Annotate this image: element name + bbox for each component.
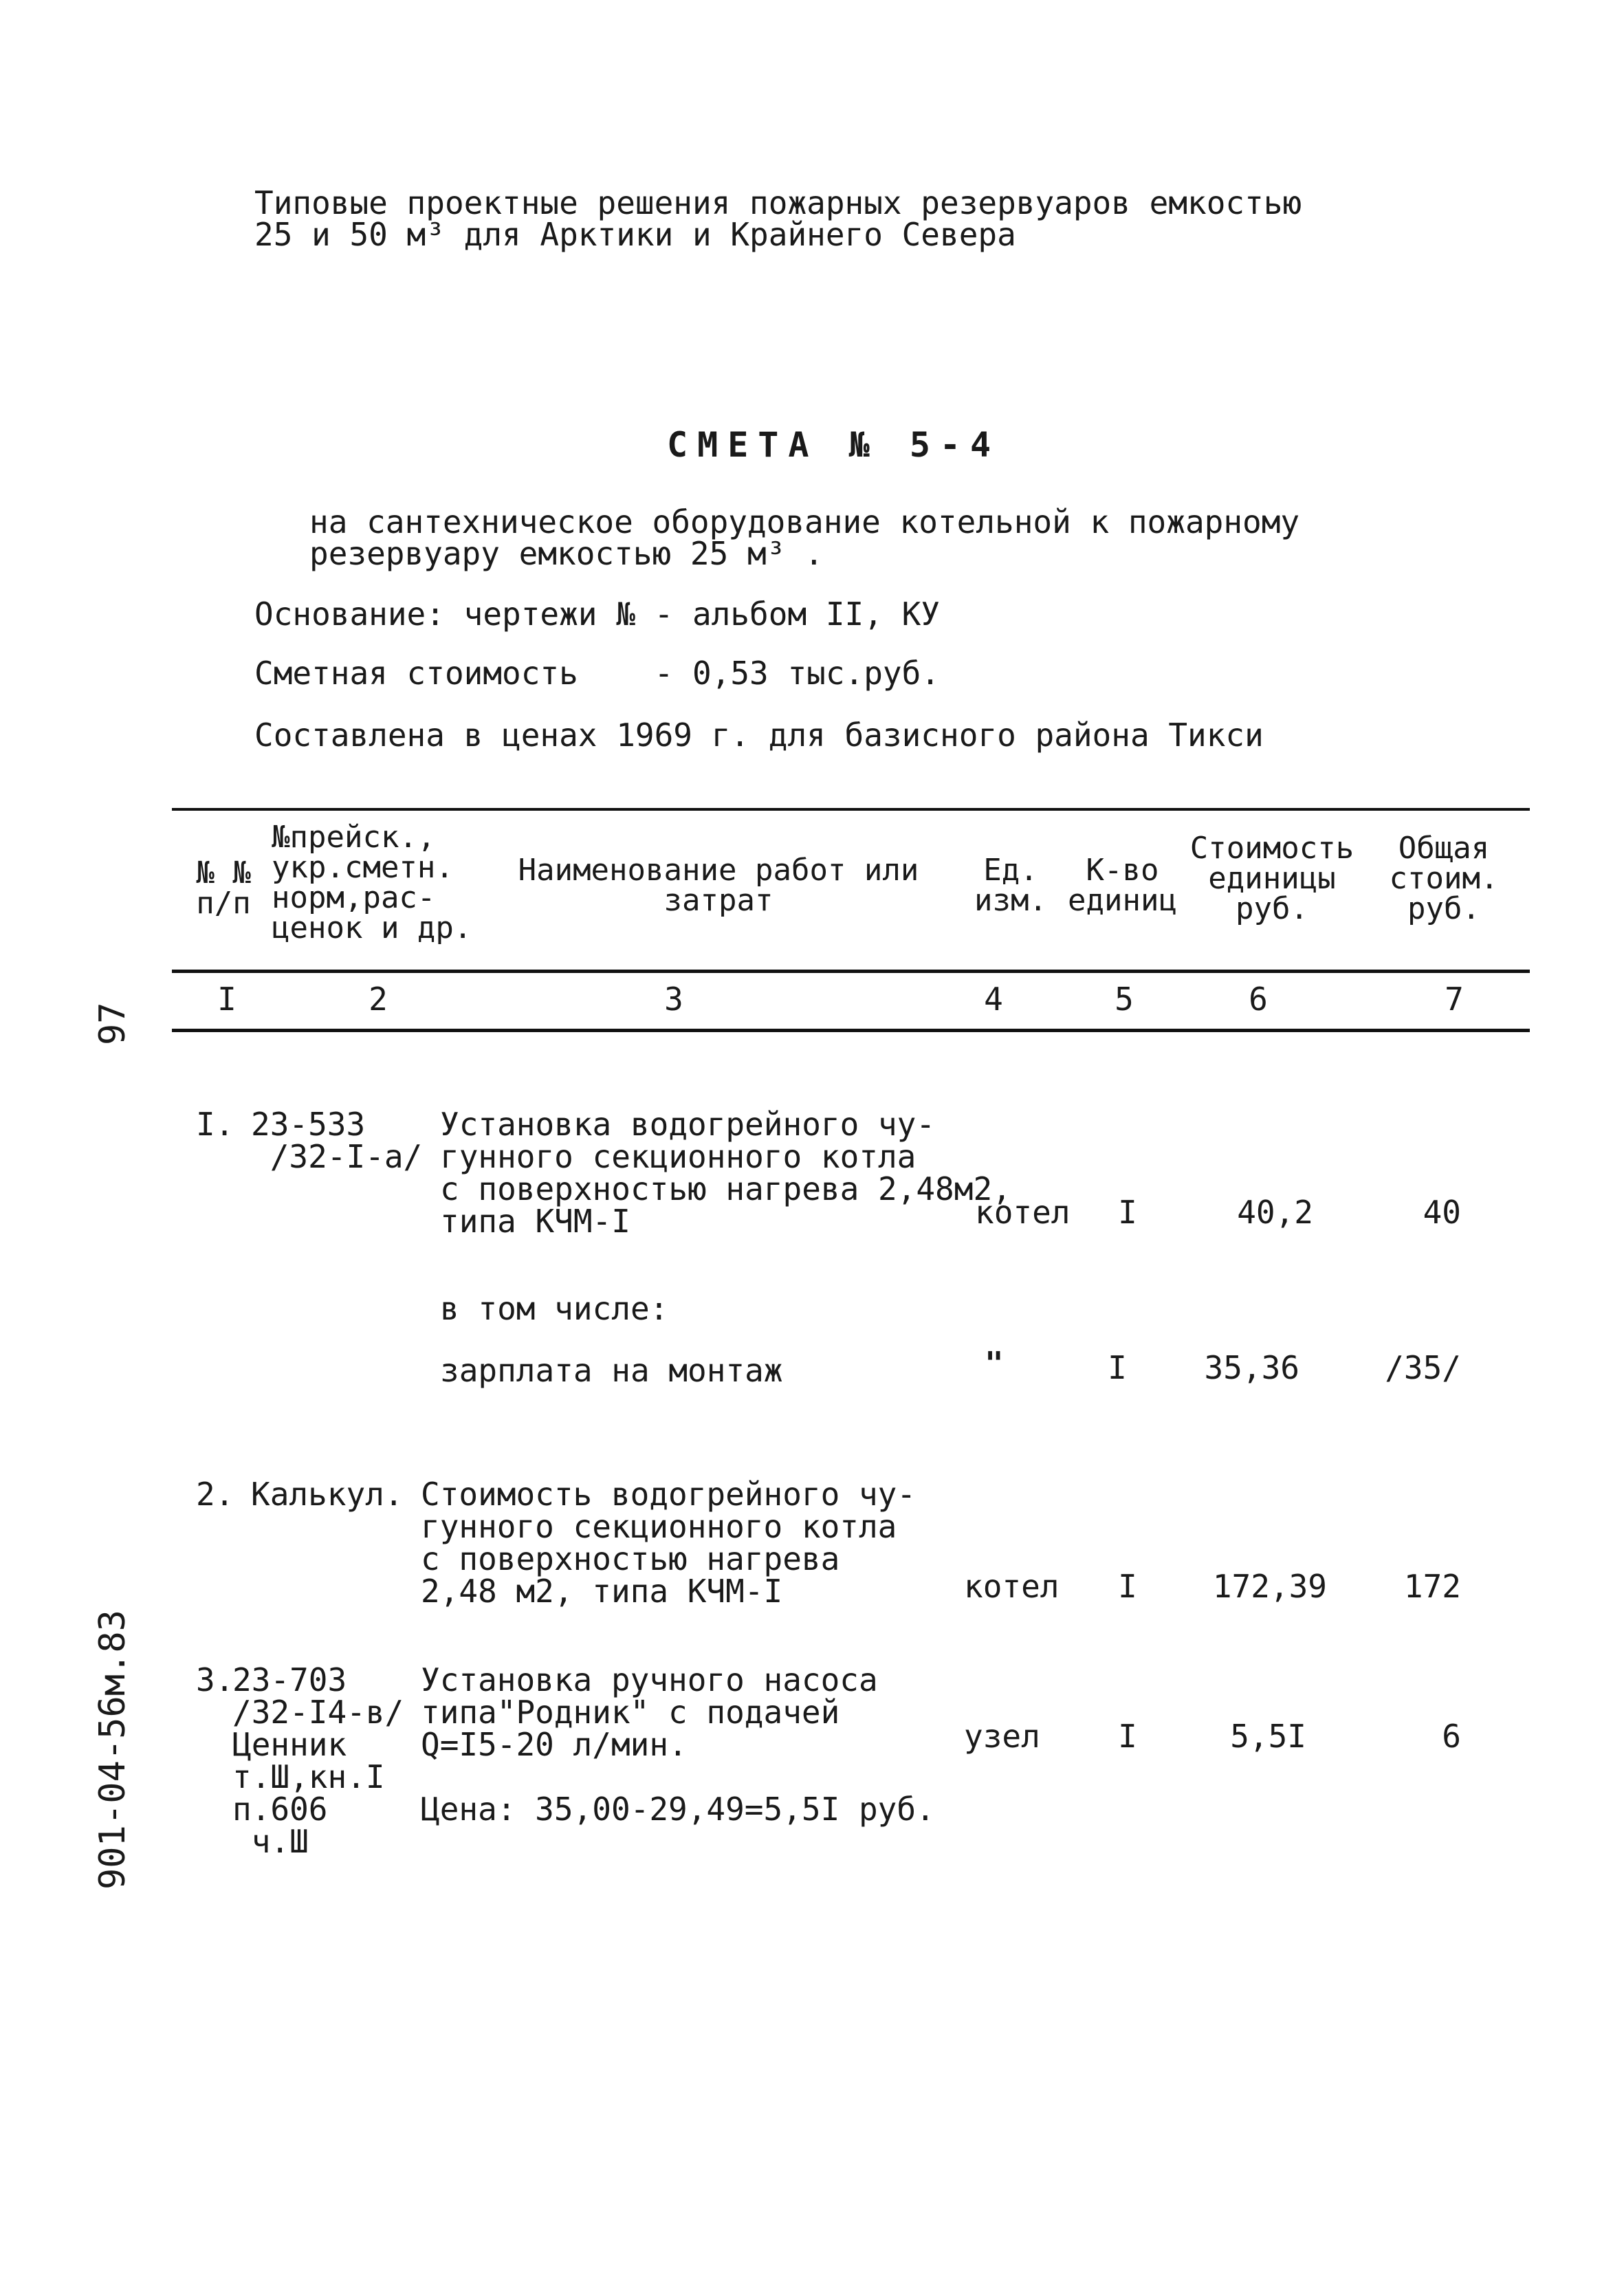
- row-1-name: Установка водогрейного чу- гунного секционного котла с поверхностью нагрева 2,48м2, типа КЧМ-I: [440, 1106, 1011, 1240]
- row-1-total: 40: [1423, 1194, 1461, 1231]
- col-number-2: 2: [369, 981, 388, 1018]
- row-3-code: 23-703 /32-I4-в/ Ценник т.Ш,кн.I п.606 ч.Ш: [232, 1661, 404, 1860]
- row-3-price: 5,5I: [1230, 1718, 1306, 1755]
- table-numbers-rule: [172, 1029, 1530, 1032]
- col-number-6: 6: [1249, 981, 1268, 1018]
- header-col-7: Общая стоим. руб.: [1389, 831, 1499, 926]
- row-1-price: 40,2: [1237, 1194, 1313, 1231]
- row-3-name: Установка ручного насоса типа"Родник" с подачей Q=I5-20 л/мин. Цена: 35,00-29,49=5,5I руб.: [421, 1661, 935, 1828]
- row-2-price: 172,39: [1212, 1568, 1327, 1605]
- header-col-3: Наименование работ или затрат: [518, 853, 919, 918]
- estimate-subtitle-line-2: резервуару емкостью 25 м³ .: [309, 535, 824, 572]
- row-3-unit: узел: [964, 1718, 1040, 1755]
- row-3-number: 3.: [196, 1661, 234, 1698]
- estimate-basis: Основание: чертежи № - альбом II, КУ: [254, 595, 940, 633]
- row-1-code: 23-533 /32-I-а/: [251, 1106, 423, 1175]
- row-1-sub-price: 35,36: [1204, 1349, 1299, 1386]
- estimate-prices-note: Составлена в ценах 1969 г. для базисного района Тикси: [254, 717, 1264, 754]
- table-top-rule: [172, 808, 1530, 811]
- document-header-line-1: Типовые проектные решения пожарных резервуаров емкостью: [254, 184, 1302, 221]
- row-2-name: Стоимость водогрейного чу- гунного секционного котла с поверхностью нагрева 2,48 м2, типа КЧМ-I: [421, 1476, 917, 1610]
- row-2-total: 172: [1403, 1568, 1461, 1605]
- row-2-unit: котел: [964, 1568, 1060, 1605]
- col-number-7: 7: [1445, 981, 1464, 1018]
- row-1-qty: I: [1118, 1194, 1137, 1231]
- row-1-sub-unit: ": [985, 1345, 1004, 1382]
- margin-page-number: 97: [92, 1002, 133, 1045]
- row-2-number: 2.: [196, 1476, 234, 1513]
- col-number-1: I: [217, 981, 237, 1018]
- row-1-sub-label: в том числе:: [440, 1290, 669, 1327]
- row-1-sub-qty: I: [1108, 1349, 1127, 1386]
- col-number-4: 4: [984, 981, 1003, 1018]
- estimate-cost: Сметная стоимость - 0,53 тыс.руб.: [254, 655, 940, 692]
- table-header-rule: [172, 970, 1530, 973]
- col-number-5: 5: [1115, 981, 1134, 1018]
- row-1-unit: котел: [975, 1194, 1071, 1231]
- row-1-sub-name: зарплата на монтаж: [440, 1352, 783, 1389]
- row-1-number: I.: [196, 1106, 234, 1143]
- row-3-total: 6: [1442, 1718, 1461, 1755]
- row-3-qty: I: [1118, 1718, 1137, 1755]
- header-col-2: №прейск., укр.сметн. норм,рас- ценок и др.: [272, 820, 472, 945]
- row-2-code: Калькул.: [251, 1476, 404, 1513]
- row-2-qty: I: [1118, 1568, 1137, 1605]
- header-col-1: № № п/п: [196, 855, 251, 921]
- estimate-title: СМЕТА № 5-4: [667, 425, 1001, 465]
- margin-doc-code: 901-04-56м.83: [92, 1610, 133, 1890]
- header-col-4: Ед. изм.: [974, 853, 1047, 918]
- estimate-subtitle-line-1: на сантехническое оборудование котельной к пожарному: [309, 503, 1300, 540]
- header-col-5: К-во единиц: [1068, 853, 1177, 918]
- document-header-line-2: 25 и 50 м³ для Арктики и Крайнего Севера: [254, 216, 1016, 253]
- col-number-3: 3: [664, 981, 683, 1018]
- header-col-6: Стоимость единицы руб.: [1189, 831, 1354, 926]
- row-1-sub-total: /35/: [1385, 1349, 1461, 1386]
